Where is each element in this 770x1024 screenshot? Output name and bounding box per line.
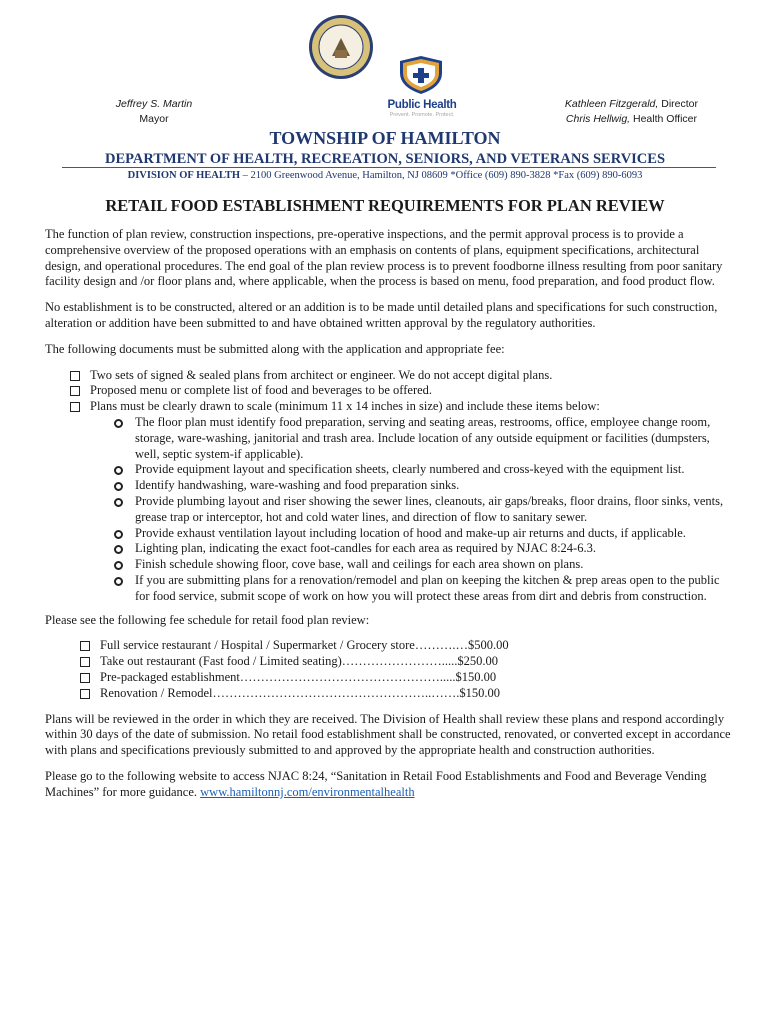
circle-bullet-icon (114, 466, 123, 475)
circle-bullet-icon (114, 577, 123, 586)
list-item: Take out restaurant (Fast food / Limited seating)…………………….....$250.00 (100, 654, 733, 670)
director-block (565, 97, 698, 127)
list-item: Pre-packaged establishment………………………………………….....$150.00 (100, 670, 733, 686)
document-body (45, 227, 733, 811)
fee-schedule-intro: Please see the following fee schedule for retail food plan review: (45, 612, 370, 627)
checkbox-icon (80, 657, 90, 667)
list-item: Two sets of signed & sealed plans from architect or engineer. We do not accept digital plans. (90, 368, 733, 384)
list-item: If you are submitting plans for a renovation/remodel and plan on keeping the kitchen & prep areas open to the public for food service, submit scope of work on how you will protect these areas from dirt and debris from construction. (135, 573, 733, 605)
circle-bullet-icon (114, 561, 123, 570)
public-health-logo (382, 55, 462, 123)
required-documents-list (45, 368, 733, 605)
checkbox-icon (80, 673, 90, 683)
health-officer-name: Chris Hellwig, (565, 113, 631, 125)
list-item: Finish schedule showing floor, cove base, wall and ceilings for each area shown on plans. (135, 557, 733, 573)
checkbox-icon (80, 689, 90, 699)
public-health-logo-tagline: Prevent. Promote. Protect. (389, 112, 455, 118)
environmental-health-link[interactable]: www.hamiltonnj.com/environmentalhealth (200, 784, 415, 799)
document-title: RETAIL FOOD ESTABLISHMENT REQUIREMENTS FOR PLAN REVIEW (105, 196, 665, 215)
public-health-shield-icon (398, 55, 444, 95)
township-heading: TOWNSHIP OF HAMILTON (269, 128, 501, 148)
construction-paragraph: No establishment is to be constructed, altered or an addition is to be made until detailed plans and specifications for such construction, alteration or addition have been submitted to and have obtained written approval by the regulatory authorities. (45, 300, 718, 330)
review-paragraph: Plans will be reviewed in the order in which they are received. The Division of Health shall review these plans and respond accordingly within 30 days of the date of submission. No retail food establishment shall be constructed, renovated, or converted except in accordance with plans and specifications previously submitted to and approved by the appropriate health and construction authorities. (45, 711, 731, 758)
mayor-title: Mayor (139, 113, 169, 125)
list-item: Provide equipment layout and specification sheets, clearly numbered and cross-keyed with the equipment list. (135, 462, 733, 478)
plan-requirements-list (90, 415, 733, 605)
division-name: DIVISION OF HEALTH (127, 170, 241, 181)
documents-intro: The following documents must be submitted along with the application and appropriate fee: (45, 341, 505, 356)
list-item: The floor plan must identify food preparation, serving and seating areas, restrooms, office, employee change room, storage, ware-washing, janitorial and trash area. Include location of any outside equipment or facilities (dumpsters, well, septic system-if applicable). (135, 415, 733, 462)
division-address-line (0, 170, 770, 181)
list-item: Identify handwashing, ware-washing and food preparation sinks. (135, 478, 733, 494)
checkbox-icon (70, 402, 80, 412)
director-name: Kathleen Fitzgerald, (564, 98, 659, 110)
mayor-block (108, 97, 200, 127)
health-officer-title: Health Officer (630, 113, 698, 125)
list-item: Lighting plan, indicating the exact foot-candles for each area as required by NJAC 8:24-6.3. (135, 541, 733, 557)
public-health-logo-text: Public Health (387, 99, 457, 111)
list-item: Proposed menu or complete list of food and beverages to be offered. (90, 383, 733, 399)
checkbox-icon (70, 371, 80, 381)
list-item: Provide plumbing layout and riser showing the sewer lines, cleanouts, air gaps/breaks, floor drains, floor sinks, vents, grease trap or interceptor, hot and cold water lines, and direction of flow to sanitary sewer. (135, 494, 733, 526)
website-paragraph: Please go to the following website to access NJAC 8:24, “Sanitation in Retail Food Establishments and Food and Beverage Vending Machines” for more guidance. www.hamiltonnj.com/environmentalhealth (45, 768, 707, 799)
header-divider (62, 167, 716, 168)
checkbox-icon (70, 386, 80, 396)
fee-schedule-list (45, 638, 733, 701)
list-item: Provide exhaust ventilation layout including location of hood and make-up air returns and ducts, if applicable. (135, 526, 733, 542)
circle-bullet-icon (114, 545, 123, 554)
intro-paragraph: The function of plan review, construction inspections, pre-operative inspections, and the permit approval process is to provide a comprehensive overview of the proposed operations with an emphasis on contents of plans, equipment specifications, architectural design, and operational procedures. The end goal of the plan review process is to prevent foodborne illness resulting from poor sanitary facility design and /or floor plans and, where applicable, when the process is based on menu, food preparation, and food product flow. (45, 227, 723, 289)
circle-bullet-icon (114, 498, 123, 507)
list-item: Full service restaurant / Hospital / Supermarket / Grocery store……….…$500.00 (100, 638, 733, 654)
township-seal-logo (308, 14, 374, 80)
list-item: Plans must be clearly drawn to scale (minimum 11 x 14 inches in size) and include these items below: The floor plan must identify food preparation, serving and seating areas, restrooms, office, employee change room, storage, ware-washing, janitorial and trash area. Include location of any outside equipment or facilities (dumpsters, well, septic system-if applicable). Provide equipment layout and specification sheets, clearly numbered and cross-keyed with the equipment list. Identify handwashing, ware-washing and food preparation sinks. Provide plumbing layout and riser showing the sewer lines, cleanouts, air gaps/breaks, floor drains, floor sinks, vents, grease trap or interceptor, hot and cold water lines, and direction of flow to sanitary sewer. Provide exhaust ventilation layout including location of hood and make-up air returns and ducts, if applicable. Lighting plan, indicating the exact foot-candles for each area as required by NJAC 8:24-6.3. Finish schedule showing floor, cove base, wall and ceilings for each area shown on plans. If you are submitting plans for a renovation/remodel and plan on keeping the kitchen & prep areas open to the public for food service, submit scope of work on how you will protect these areas from dirt and debris from construction. (90, 399, 733, 604)
checkbox-icon (80, 641, 90, 651)
division-contact: – 2100 Greenwood Avenue, Hamilton, NJ 08609 *Office (609) 890-3828 *Fax (609) 890-6093 (240, 170, 643, 181)
department-heading: DEPARTMENT OF HEALTH, RECREATION, SENIORS, AND VETERANS SERVICES (104, 151, 666, 167)
circle-bullet-icon (114, 530, 123, 539)
mayor-name: Jeffrey S. Martin (115, 98, 193, 110)
circle-bullet-icon (114, 419, 123, 428)
list-item: Renovation / Remodel……………………………………………..…….$150.00 (100, 686, 733, 702)
director-title: Director (658, 98, 698, 110)
circle-bullet-icon (114, 482, 123, 491)
